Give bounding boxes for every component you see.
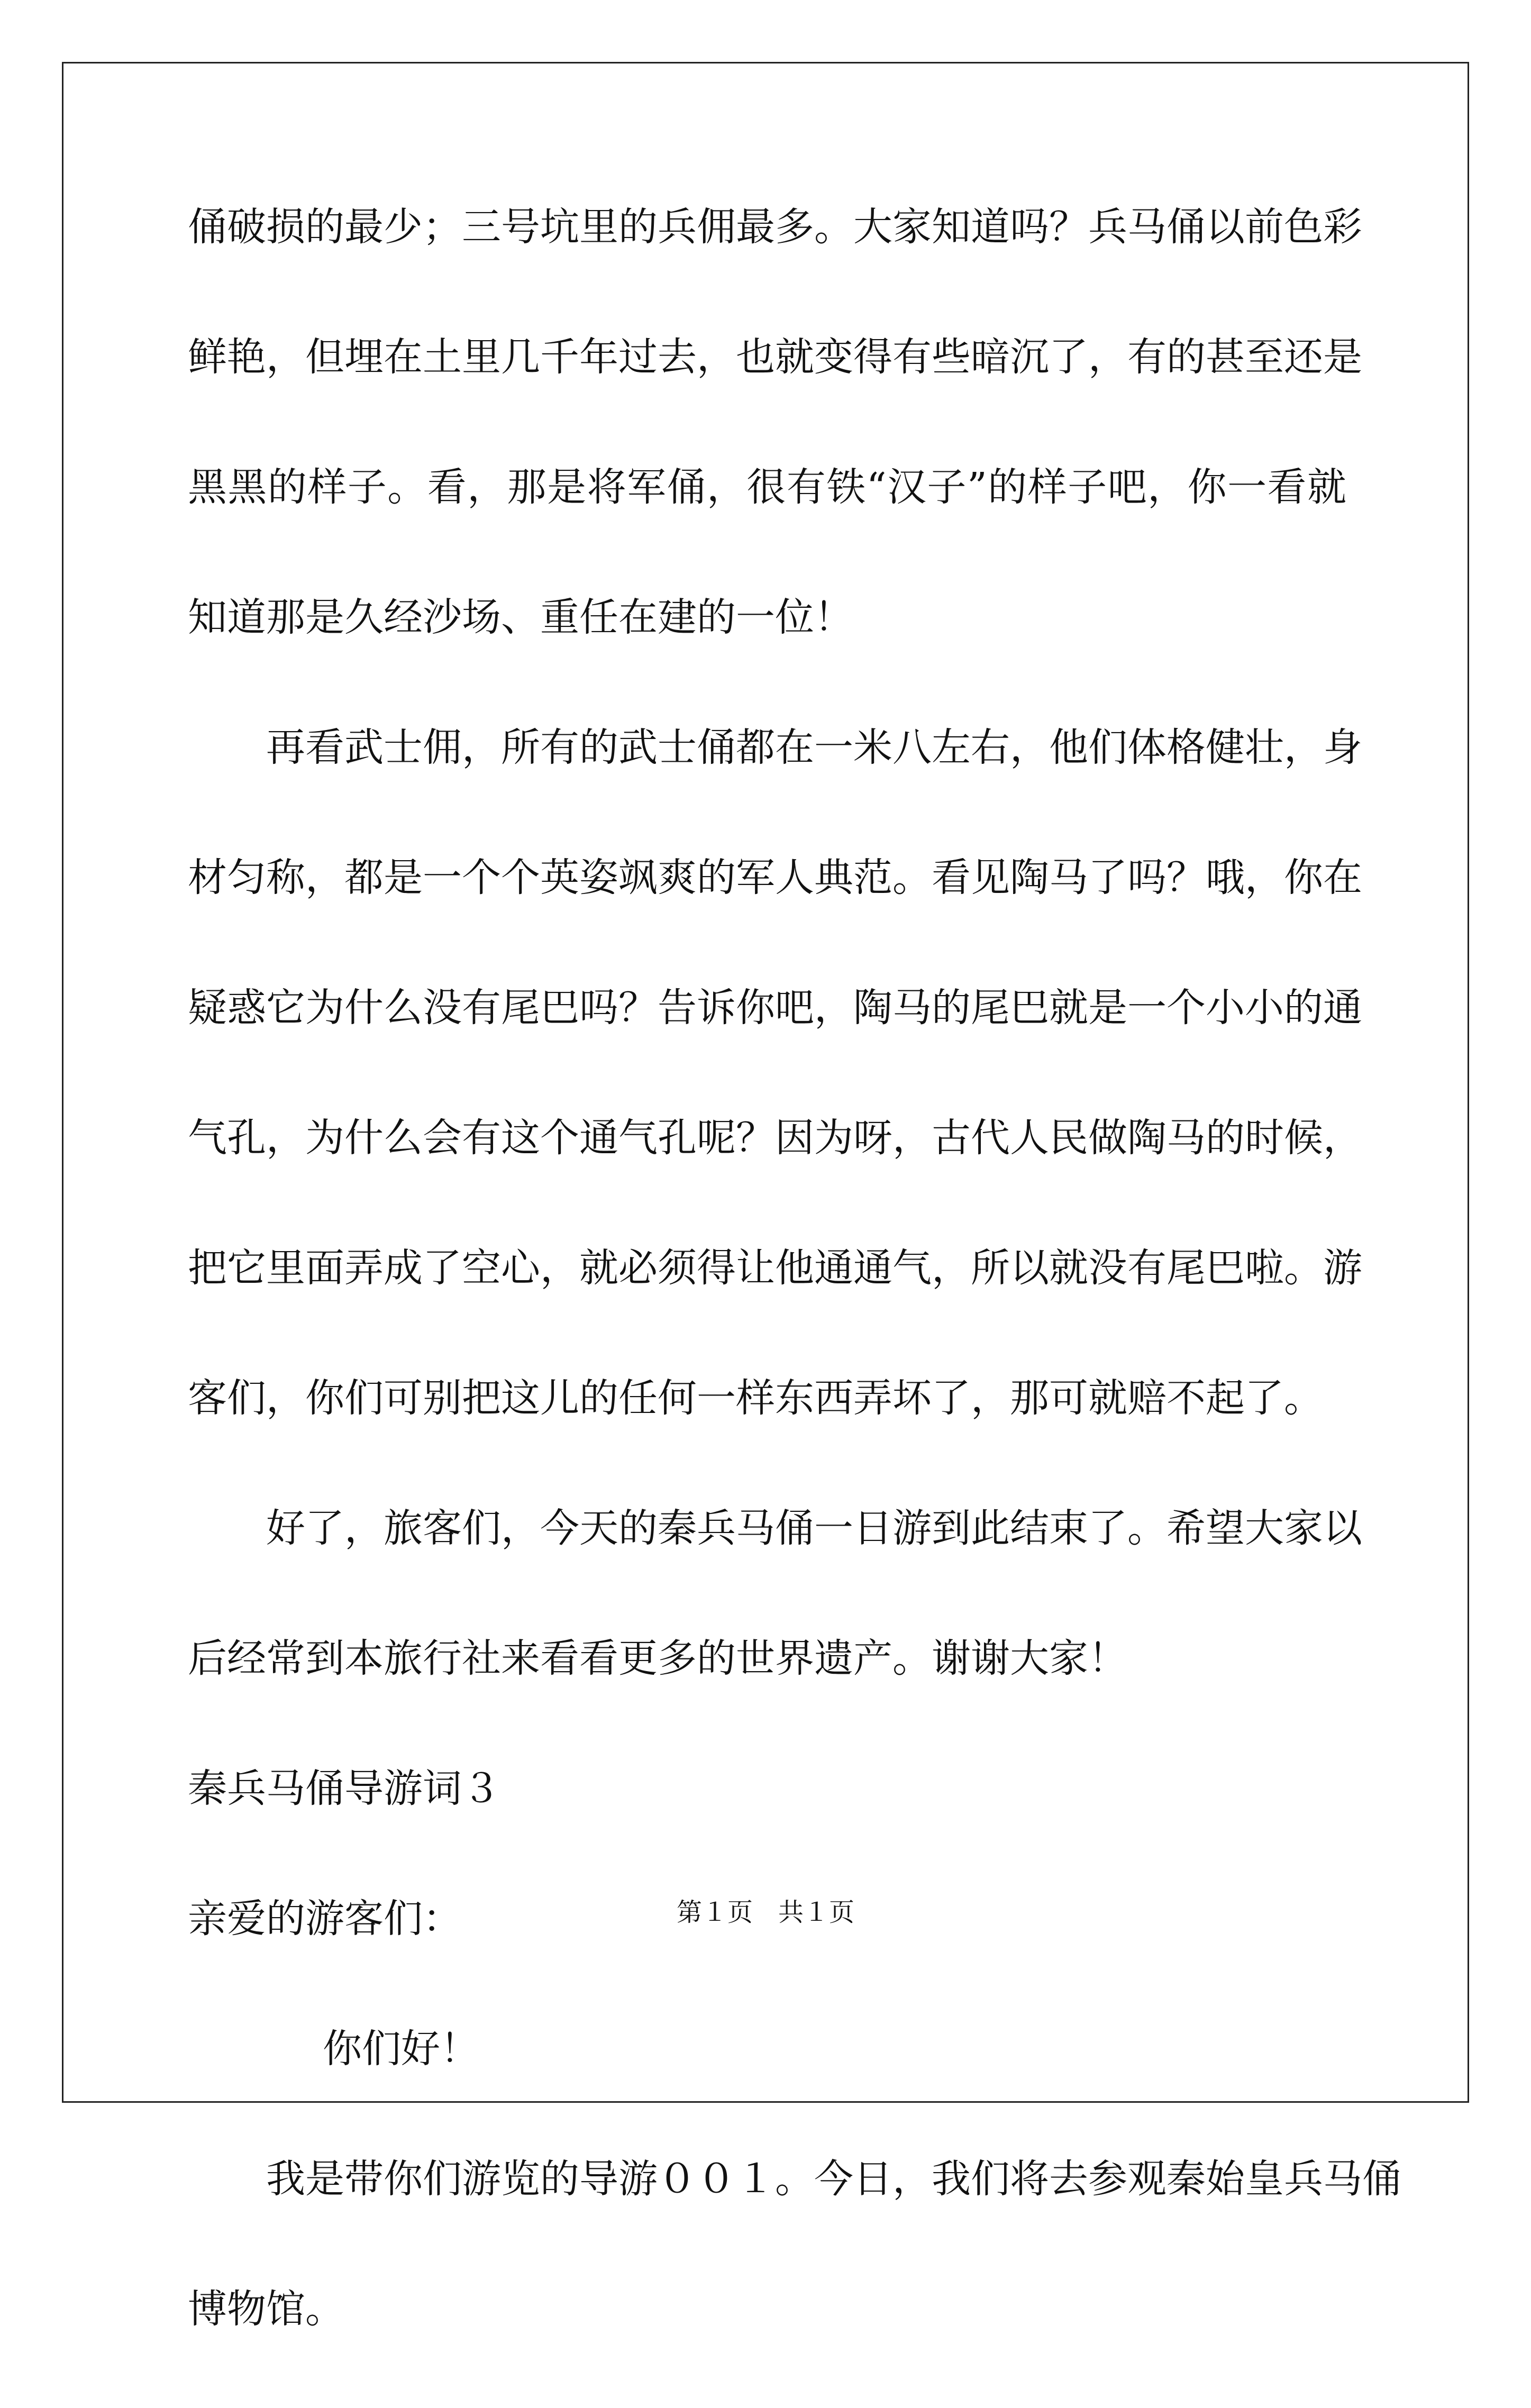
text-line: 疑惑它为什么没有尾巴吗？告诉你吧，陶马的尾巴就是一个小小的通: [188, 985, 1362, 1030]
greeting: 你们好！: [323, 2026, 479, 2072]
text-line: 气孔，为什么会有这个通气孔呢？因为呀，古代人民做陶马的时候，: [188, 1115, 1362, 1161]
text-line: 把它里面弄成了空心，就必须得让他通通气，所以就没有尾巴啦。游: [188, 1245, 1362, 1291]
paragraph-start-line: 好了，旅客们，今天的秦兵马俑一日游到此结束了。希望大家以: [266, 1506, 1362, 1551]
salutation: 亲爱的游客们：: [188, 1896, 462, 1941]
text-line: 博物馆。: [188, 2286, 344, 2332]
paragraph-start-line: 我是带你们游览的导游００１。今日，我们将去参观秦始皇兵马俑: [266, 2156, 1401, 2202]
text-line: 知道那是久经沙场、重任在建的一位！: [188, 595, 853, 640]
text-line: 黑黑的样子。看，那是将军俑，很有铁“汉子”的样子吧，你一看就: [188, 464, 1346, 510]
text-line: 俑破损的最少；三号坑里的兵佣最多。大家知道吗？兵马俑以前色彩: [188, 204, 1362, 250]
text-line: 客们，你们可别把这儿的任何一样东西弄坏了，那可就赔不起了。: [188, 1375, 1323, 1421]
page-footer: 第１页 共１页: [676, 1898, 854, 1927]
text-line: 鲜艳，但埋在土里几千年过去，也就变得有些暗沉了，有的甚至还是: [188, 334, 1362, 380]
text-line: 材匀称，都是一个个英姿飒爽的军人典范。看见陶马了吗？哦，你在: [188, 855, 1362, 900]
paragraph-start-line: 再看武士佣，所有的武士俑都在一米八左右，他们体格健壮，身: [266, 725, 1362, 770]
section-title: 秦兵马俑导游词３: [188, 1766, 501, 1811]
text-line: 后经常到本旅行社来看看更多的世界遗产。谢谢大家！: [188, 1636, 1127, 1681]
document-body: [188, 196, 1401, 2408]
